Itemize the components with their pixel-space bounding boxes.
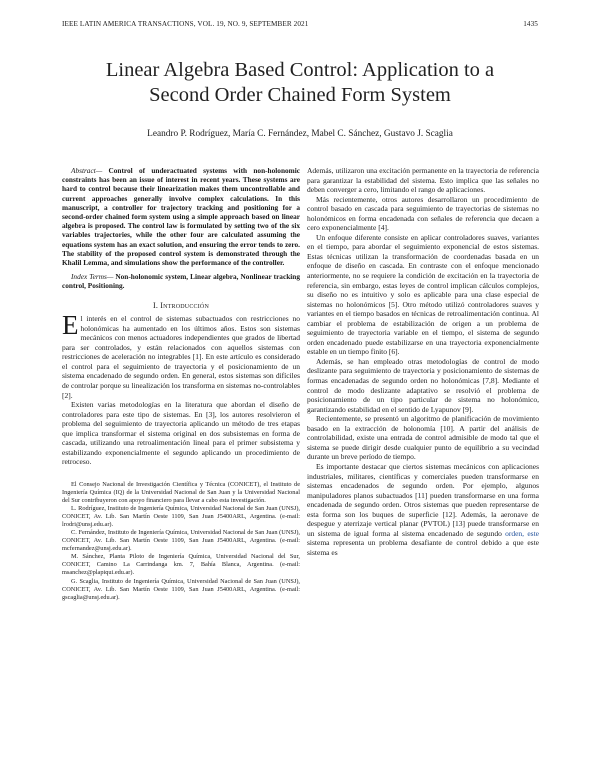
footnotes (62, 481, 300, 602)
intro-paragraph-2: Existen varias metodologías en la literatura que abordan el diseño de controladores para este tipo de sistemas. En [3], los autores resolvieron el problema del seguimiento de trayectoria aplicando un método de tres etapas que implica transformar el sistema original en dos subsistemas en forma de cascada, utilizando una retroalimentación lineal para el primer subsistema y estabilizando exponencialmente el segundo aplicando un procedimiento de retroceso. (62, 400, 300, 467)
title-line-2: Second Order Chained Form System (149, 84, 451, 106)
footnote-author-4: G. Scaglia, Instituto de Ingeniería Química, Universidad Nacional de San Juan (UNSJ), CONICET, Av. Lib. San Martín Oeste 1109, San Juan J5400ARL, Argentina. (e-mail: gscaglia@unsj.edu.ar). (62, 577, 300, 601)
footnote-author-3: M. Sánchez, Planta Piloto de Ingeniería Química, Universidad Nacional del Sur, CONICET, Camino La Carrindanga km. 7, Bahía Blanca, Argentina. (e-mail: msanchez@plapiqui.edu.ar). (62, 553, 300, 577)
author-list: Leandro P. Rodríguez, María C. Fernández, Mabel C. Sánchez, Gustavo J. Scaglia (147, 129, 453, 139)
drop-cap: E (62, 310, 79, 341)
right-paragraph-5 (307, 462, 539, 557)
abstract-label: Abstract— (71, 166, 103, 175)
page-number: 1435 (523, 20, 538, 28)
abstract (62, 166, 300, 267)
highlighted-text: orden, este (505, 528, 539, 538)
footnote-author-2: C. Fernández, Instituto de Ingeniería Química, Universidad Nacional de San Juan (UNSJ), CONICET, Av. Lib. San Martín Oeste 1109, San Juan J5400ARL, Argentina. (e-mail: mcfernandez@unsj.edu.ar). (62, 529, 300, 553)
right-column (307, 166, 539, 557)
right-paragraph-2: Un enfoque diferente consiste en aplicar controladores suaves, variantes en el tiempo, para abordar el seguimiento exponencial de estos sistemas. Estas técnicas utilizan la transformación de coordenadas basada en un enfoque de diseño en cascada. En contraste con el enfoque mencionado anteriormente, no se requiere la condición de excitación en la trayectoria de referencia, sin embargo, estas leyes de control implican cálculos complejos, su diseño no es intuitivo y solo es aplicable para una clase especial de sistemas no holonómicos [5]. Otro método utilizó controladores suaves y variantes en el tiempo basados en técnicas de retroalimentación continua. Al cambiar el problema de estabilización de origen a un problema de seguimiento de trayectoria variable en el tiempo, el sistema de segundo orden encadenado puede estabilizarse en una trayectoria exponencialmente estable en un tiempo finito [6]. (307, 232, 539, 357)
right-paragraph-3: Además, se han empleado otras metodologías de control de modo deslizante para seguimiento de trayectoria y posicionamiento de sistemas de formas encadenadas de segundo orden no holonómicas [7,8]. Mediante el control de modo deslizante adaptativo se resolvió el problema de posicionamiento de un tipo particular de sistema no holonómico, garantizando estabilidad en el sentido de Lyapunov [9]. (307, 356, 539, 414)
right-paragraph-5c: sistema representa un problema desafiante de control debido a que este sistema es (307, 538, 539, 557)
running-header (62, 20, 538, 32)
introduction-body (62, 310, 300, 467)
right-paragraph-5a: Es importante destacar que ciertos sistemas mecánicos con aplicaciones industriales, militares, científicas y comerciales pueden transformarse en sistemas encadenados de segundo orden. Por ejemplo, algunos manipuladores planos subactuados [11] pueden transformarse en una forma encadenada de segundo orden. Otros sistemas que pueden representarse de esta forma son los buques de superficie [12]. Además, la aeronave de despegue y aterrizaje vertical planar (PVTOL) [13] puede transformarse en un sistema de igual forma al sistema encadenado de segundo (307, 461, 539, 538)
right-paragraph-0: Además, utilizaron una excitación permanente en la trayectoria de referencia para garantizar la estabilidad del sistema. Esto implica que las señales no deben converger a cero, limitando el rango de aplicaciones. (307, 166, 539, 195)
footnote-funding: El Consejo Nacional de Investigación Científica y Técnica (CONICET), el Instituto de Ingeniería Química (IQ) de la Universidad Nacional de San Juan y la Universidad Nacional del Sur contribuyeron con apoyo financiero para llevar a cabo esta investigación. (62, 480, 300, 505)
index-terms-text: Non-holonomic system, Linear algebra, Nonlinear tracking control, Positioning. (62, 272, 300, 291)
right-paragraph-4: Recientemente, se presentó un algoritmo de planificación de movimiento basado en la extracción de holonomía [10]. A partir del análisis de controlabilidad, existe una entrada de control admisible de modo tal que el sistema se puede dirigir desde cualquier punto de equilibrio a su vecindad durante un breve período de tiempo. (307, 414, 539, 462)
journal-header: IEEE LATIN AMERICA TRANSACTIONS, VOL. 19, NO. 9, SEPTEMBER 2021 (62, 20, 309, 28)
abstract-text: Control of underactuated systems with non-holonomic constraints has been an issue of interest in recent years. These systems are hard to control because their linearization makes them uncontrollable and current approaches generally involve complex calculations. In this manuscript, a controller for trajectory tracking and positioning for a second-order chained form system using a simple approach based on linear algebra is proposed. The control law is formulated by setting two of the six variables trajectories, while the other four are calculated assuming the equations system has an exact solution, and ensuring the error tends to zero. The stability of the proposed control system is demonstrated through the Khalil Lemma, and simulations show the performance of the controller. (62, 166, 300, 268)
paper-title (40, 58, 560, 108)
section-title: Introducción (160, 300, 209, 310)
footnote-author-1: L. Rodríguez, Instituto de Ingeniería Química, Universidad Nacional de San Juan (UNSJ), CONICET, Av. Lib. San Martín Oeste 1109, San Juan J5400ARL, Argentina. (e-mail: lrodri@unsj.edu.ar). (62, 505, 300, 529)
title-line-1: Linear Algebra Based Control: Application to a (105, 59, 495, 81)
section-heading (62, 301, 300, 311)
left-column (62, 166, 300, 602)
index-terms-label: Index Terms— (71, 272, 114, 282)
intro-paragraph-1: l interés en el control de sistemas subactuados con restricciones no holonómicas ha aumentado en los últimos años. Estos son sistemas mecánicos con menos actuadores independientes que grados de libertad para ser controlados, y están relacionados con aquellos sistemas con restricciones de aceleración no integrables [1]. En este artículo es considerado el control para el seguimiento de trayectoria y el posicionamiento de un sistema encadenado de segundo orden. En general, estos sistemas son difíciles de controlar porque su linealización los transforma en sistemas no-controlables [2]. (62, 314, 300, 400)
right-paragraph-1: Más recientemente, otros autores desarrollaron un procedimiento de control basado en cascada para seguimiento de trayectorias de sistemas no holonómicos en forma encadenada con señales de referencia que decaen a cero exponencialmente [4]. (307, 194, 539, 233)
section-number: I. (152, 300, 159, 310)
index-terms (62, 272, 300, 290)
